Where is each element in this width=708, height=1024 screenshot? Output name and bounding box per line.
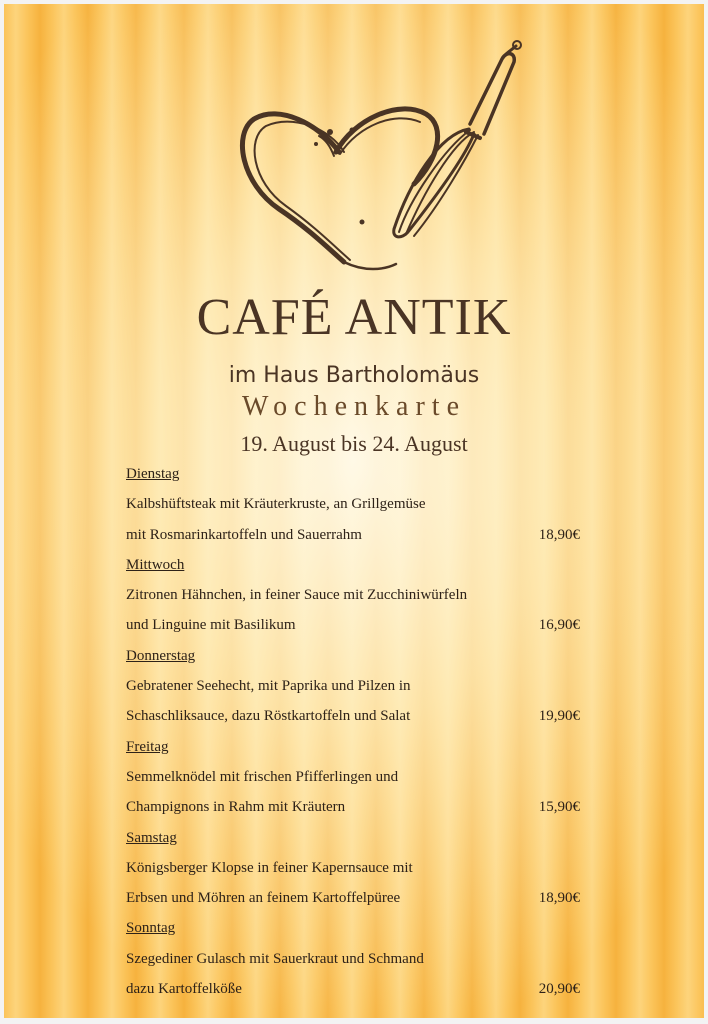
dish-price: 19,90€ [538, 708, 580, 725]
dish-line-1: Szegediner Gulasch mit Sauerkraut und Schmand [126, 950, 424, 967]
dish-line-1: Zitronen Hähnchen, in feiner Sauce mit Zucchiniwürfeln [126, 587, 468, 604]
dish-line-2 [126, 701, 580, 731]
dish-price: 15,90€ [538, 799, 580, 816]
day-label: Freitag [126, 738, 169, 755]
dish-line-1: Semmelknödel mit frischen Pfifferlingen und [126, 768, 399, 785]
dish-line-2-text: mit Rosmarinkartoffeln und Sauerrahm [126, 526, 362, 543]
menu-page [4, 4, 704, 1018]
menu-day-dienstag [126, 459, 580, 550]
dish-price: 20,90€ [538, 981, 580, 998]
heart-whisk-logo-icon [234, 34, 534, 279]
menu-day-sonntag [126, 913, 580, 1004]
cafe-name: CAFÉ ANTIK [196, 289, 512, 346]
day-label: Donnerstag [126, 647, 196, 664]
dish-line-2 [126, 520, 580, 550]
dish-line-2 [126, 792, 580, 822]
weekly-menu [126, 459, 580, 1004]
dish-line-2 [126, 610, 580, 640]
menu-period: 19. August bis 24. August [240, 431, 468, 456]
dish-line-2-text: und Linguine mit Basilikum [126, 617, 296, 634]
dish-line-1: Gebratener Seehecht, mit Paprika und Pilzen in [126, 678, 411, 695]
day-label: Sonntag [126, 920, 176, 937]
menu-day-donnerstag [126, 641, 580, 732]
menu-day-mittwoch [126, 550, 580, 641]
dish-price: 16,90€ [538, 617, 580, 634]
dish-line-2-text: Erbsen und Möhren an feinem Kartoffelpüree [126, 890, 401, 907]
dish-line-2-text: dazu Kartoffelköße [126, 981, 242, 998]
day-label: Samstag [126, 829, 177, 846]
dish-price: 18,90€ [538, 526, 580, 543]
menu-title: Wochenkarte [242, 391, 466, 422]
dish-line-2 [126, 974, 580, 1004]
dish-line-2-text: Champignons in Rahm mit Kräutern [126, 799, 346, 816]
menu-day-freitag [126, 732, 580, 823]
day-label: Dienstag [126, 466, 180, 482]
day-label: Mittwoch [126, 556, 185, 573]
dish-line-1: Königsberger Klopse in feiner Kapernsauce mit [126, 859, 413, 876]
dish-line-1: Kalbshüftsteak mit Kräuterkruste, an Grillgemüse [126, 496, 426, 513]
dish-line-2-text: Schaschliksauce, dazu Röstkartoffeln und Salat [126, 708, 411, 725]
dish-price: 18,90€ [538, 890, 580, 907]
dish-line-2 [126, 883, 580, 913]
cafe-subname: im Haus Bartholomäus [228, 363, 480, 388]
menu-day-samstag [126, 823, 580, 914]
